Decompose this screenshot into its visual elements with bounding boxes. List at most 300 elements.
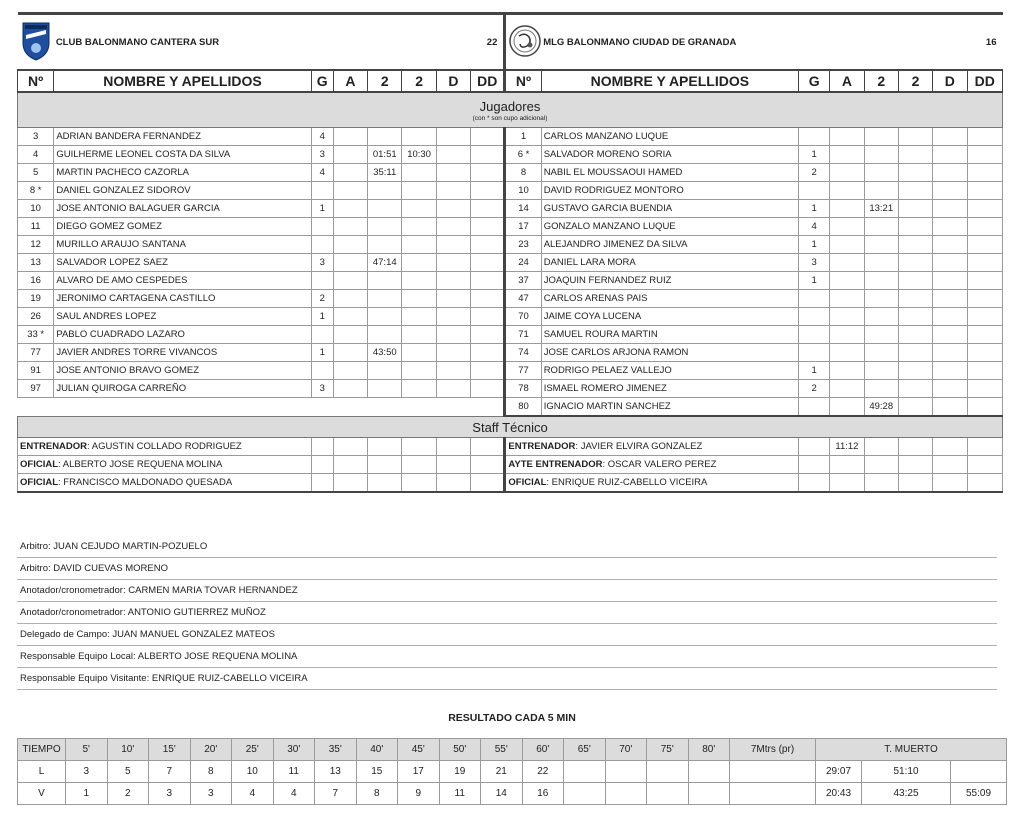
away-player-disq [933, 380, 967, 398]
home-staff-disq-report [471, 474, 505, 493]
away-player-disq-report [967, 326, 1002, 344]
results-header-row [18, 739, 1007, 761]
home-player-goals: 3 [311, 146, 333, 164]
col-suspension-1: 2 [864, 70, 898, 92]
local-score-cell [647, 761, 689, 783]
home-player-goals [311, 326, 333, 344]
away-staff-warning [830, 456, 864, 474]
home-player-disq-report [471, 380, 505, 398]
away-staff-member: AYTE ENTRENADOR: OSCAR VALERO PEREZ [505, 456, 799, 474]
home-player-number: 5 [18, 164, 54, 182]
home-player-suspension-2 [402, 164, 436, 182]
col-suspension-1: 2 [368, 70, 402, 92]
home-player-warning [333, 200, 367, 218]
away-player-name: GUSTAVO GARCIA BUENDIA [541, 200, 798, 218]
home-player-disq [436, 272, 470, 290]
home-player-suspension-1 [368, 200, 402, 218]
home-player-number: 26 [18, 308, 54, 326]
player-row [18, 182, 1003, 200]
home-staff-goals [311, 474, 333, 493]
visit-score-cell [605, 783, 647, 805]
away-player-suspension-2 [898, 308, 932, 326]
home-player-disq-report [471, 308, 505, 326]
home-staff-member: OFICIAL: ALBERTO JOSE REQUENA MOLINA [18, 456, 312, 474]
away-player-suspension-2 [898, 182, 932, 200]
away-player-warning [830, 146, 864, 164]
away-player-warning [830, 200, 864, 218]
home-staff-warning [333, 474, 367, 493]
away-player-warning [830, 164, 864, 182]
home-player-disq [436, 236, 470, 254]
home-player-warning [333, 380, 367, 398]
away-staff-disq-report [967, 456, 1002, 474]
visit-score-cell: 7 [315, 783, 357, 805]
visit-score-cell: 16 [522, 783, 564, 805]
staff-row [18, 474, 1003, 493]
home-player-suspension-1 [368, 308, 402, 326]
away-staff-role: ENTRENADOR [508, 441, 576, 452]
away-player-disq [933, 128, 967, 146]
away-player-name: IGNACIO MARTIN SANCHEZ [541, 398, 798, 417]
away-player-disq-report [967, 236, 1002, 254]
home-player-suspension-2 [402, 254, 436, 272]
away-player-disq-report [967, 128, 1002, 146]
away-player-goals: 1 [799, 272, 830, 290]
home-player-number: 11 [18, 218, 54, 236]
home-empty-cell [471, 398, 505, 417]
visit-score-cell [647, 783, 689, 805]
home-player-goals: 3 [311, 254, 333, 272]
col-disq: D [933, 70, 967, 92]
home-player-name: DANIEL GONZALEZ SIDOROV [54, 182, 311, 200]
away-staff-role: AYTE ENTRENADOR [508, 459, 603, 470]
home-player-number: 3 [18, 128, 54, 146]
away-player-disq-report [967, 362, 1002, 380]
away-player-name: JOSE CARLOS ARJONA RAMON [541, 344, 798, 362]
time-slot-label: 80' [688, 739, 730, 761]
player-row [18, 290, 1003, 308]
col-disq-report: DD [967, 70, 1002, 92]
visit-score-cell: 4 [273, 783, 315, 805]
home-player-suspension-1: 47:14 [368, 254, 402, 272]
column-header-row [18, 70, 1003, 92]
home-player-number: 8 * [18, 182, 54, 200]
home-player-goals [311, 182, 333, 200]
away-player-number: 6 * [505, 146, 541, 164]
home-player-suspension-2 [402, 200, 436, 218]
home-player-number: 97 [18, 380, 54, 398]
away-player-disq-report [967, 290, 1002, 308]
home-player-disq [436, 200, 470, 218]
away-player-goals: 4 [799, 218, 830, 236]
player-row [18, 218, 1003, 236]
home-player-name: PABLO CUADRADO LAZARO [54, 326, 311, 344]
player-row [18, 272, 1003, 290]
away-player-suspension-2 [898, 146, 932, 164]
home-staff-disq [436, 456, 470, 474]
home-crest-icon [20, 21, 52, 61]
visit-score-cell: 3 [149, 783, 191, 805]
home-player-suspension-1 [368, 182, 402, 200]
away-staff-role: OFICIAL [508, 477, 547, 488]
staff-row [18, 456, 1003, 474]
home-logo [18, 14, 54, 71]
away-player-warning [830, 308, 864, 326]
away-player-number: 1 [505, 128, 541, 146]
home-player-goals: 3 [311, 380, 333, 398]
away-player-name: GONZALO MANZANO LUQUE [541, 218, 798, 236]
home-player-disq [436, 362, 470, 380]
away-player-number: 23 [505, 236, 541, 254]
time-slot-label: 30' [273, 739, 315, 761]
visit-timeout-cell: 20:43 [816, 783, 862, 805]
home-player-disq-report [471, 164, 505, 182]
home-player-goals: 1 [311, 344, 333, 362]
away-player-suspension-2 [898, 362, 932, 380]
away-player-disq-report [967, 398, 1002, 417]
away-player-goals [799, 290, 830, 308]
away-player-suspension-1 [864, 326, 898, 344]
col-num: Nº [505, 70, 541, 92]
player-row [18, 380, 1003, 398]
home-player-name: SAUL ANDRES LOPEZ [54, 308, 311, 326]
visit-score-cell: 1 [66, 783, 108, 805]
away-player-suspension-1: 49:28 [864, 398, 898, 417]
away-player-name: CARLOS MANZANO LUQUE [541, 128, 798, 146]
home-player-number: 19 [18, 290, 54, 308]
local-score-cell [688, 761, 730, 783]
local-timeout-cell: 51:10 [862, 761, 951, 783]
away-player-number: 70 [505, 308, 541, 326]
home-player-goals [311, 236, 333, 254]
timeout-label: T. MUERTO [816, 739, 1007, 761]
match-sheet [17, 12, 1003, 493]
home-staff-member: ENTRENADOR: AGUSTIN COLLADO RODRIGUEZ [18, 438, 312, 456]
away-player-goals [799, 308, 830, 326]
home-player-warning [333, 272, 367, 290]
away-player-disq [933, 362, 967, 380]
visit-sevenm-cell [730, 783, 816, 805]
home-player-disq-report [471, 218, 505, 236]
away-staff-disq-report [967, 438, 1002, 456]
away-player-suspension-2 [898, 128, 932, 146]
away-player-disq [933, 398, 967, 417]
home-staff-goals [311, 456, 333, 474]
home-player-disq-report [471, 128, 505, 146]
local-score-cell: 11 [273, 761, 315, 783]
time-slot-label: 60' [522, 739, 564, 761]
local-score-cell: 10 [232, 761, 274, 783]
official-line: Responsable Equipo Local: ALBERTO JOSE REQUENA MOLINA [17, 646, 997, 668]
away-player-suspension-1 [864, 182, 898, 200]
away-player-suspension-1 [864, 290, 898, 308]
home-player-disq [436, 164, 470, 182]
home-player-suspension-1 [368, 362, 402, 380]
away-player-number: 14 [505, 200, 541, 218]
time-slot-label: 20' [190, 739, 232, 761]
tiempo-label: TIEMPO [18, 739, 66, 761]
col-name: NOMBRE Y APELLIDOS [54, 70, 311, 92]
away-player-warning [830, 272, 864, 290]
away-player-number: 71 [505, 326, 541, 344]
sevenm-label: 7Mtrs (pr) [730, 739, 816, 761]
away-player-warning [830, 362, 864, 380]
home-player-disq [436, 218, 470, 236]
col-num: Nº [18, 70, 54, 92]
col-goals: G [799, 70, 830, 92]
away-player-warning [830, 344, 864, 362]
home-player-suspension-2 [402, 290, 436, 308]
away-player-suspension-1 [864, 362, 898, 380]
home-player-disq [436, 344, 470, 362]
home-player-suspension-2 [402, 182, 436, 200]
home-player-number: 13 [18, 254, 54, 272]
home-player-warning [333, 290, 367, 308]
away-player-disq [933, 182, 967, 200]
away-player-number: 24 [505, 254, 541, 272]
home-player-name: MARTIN PACHECO CAZORLA [54, 164, 311, 182]
away-staff-disq [933, 474, 967, 493]
away-player-disq [933, 254, 967, 272]
away-player-suspension-2 [898, 272, 932, 290]
local-timeout-cell: 29:07 [816, 761, 862, 783]
away-staff-suspension-2 [898, 438, 932, 456]
away-player-suspension-2 [898, 236, 932, 254]
time-slot-label: 25' [232, 739, 274, 761]
player-row [18, 146, 1003, 164]
home-player-suspension-2 [402, 326, 436, 344]
player-row [18, 200, 1003, 218]
home-player-goals: 1 [311, 200, 333, 218]
home-empty-cell [402, 398, 436, 417]
player-row [18, 344, 1003, 362]
home-player-warning [333, 182, 367, 200]
away-player-disq-report [967, 380, 1002, 398]
time-slot-label: 75' [647, 739, 689, 761]
away-player-suspension-2 [898, 164, 932, 182]
away-player-goals: 1 [799, 200, 830, 218]
away-player-suspension-2 [898, 326, 932, 344]
home-staff-role: ENTRENADOR [20, 441, 88, 452]
away-player-disq [933, 344, 967, 362]
away-player-suspension-2 [898, 290, 932, 308]
away-player-disq [933, 326, 967, 344]
away-staff-disq [933, 438, 967, 456]
home-player-suspension-2 [402, 344, 436, 362]
home-player-suspension-2 [402, 236, 436, 254]
home-staff-suspension-2 [402, 456, 436, 474]
home-empty-cell [18, 398, 54, 417]
home-player-warning [333, 218, 367, 236]
away-player-disq [933, 164, 967, 182]
home-player-warning [333, 344, 367, 362]
home-player-number: 33 * [18, 326, 54, 344]
col-warning: A [830, 70, 864, 92]
player-row [18, 326, 1003, 344]
home-player-disq-report [471, 344, 505, 362]
time-slot-label: 5' [66, 739, 108, 761]
away-player-name: ISMAEL ROMERO JIMENEZ [541, 380, 798, 398]
away-player-warning [830, 218, 864, 236]
home-player-number: 16 [18, 272, 54, 290]
home-player-suspension-1 [368, 128, 402, 146]
team-header-row [18, 14, 1003, 71]
home-player-suspension-2 [402, 308, 436, 326]
visit-score-cell [564, 783, 606, 805]
home-staff-name: ALBERTO JOSE REQUENA MOLINA [62, 459, 223, 470]
away-team-score: 16 [933, 14, 1003, 71]
home-staff-disq [436, 438, 470, 456]
home-player-name: JERONIMO CARTAGENA CASTILLO [54, 290, 311, 308]
home-staff-suspension-2 [402, 438, 436, 456]
home-staff-suspension-1 [368, 438, 402, 456]
home-player-name: ADRIAN BANDERA FERNANDEZ [54, 128, 311, 146]
away-player-goals: 2 [799, 380, 830, 398]
local-score-cell: 17 [398, 761, 440, 783]
home-player-name: JAVIER ANDRES TORRE VIVANCOS [54, 344, 311, 362]
player-row [18, 164, 1003, 182]
home-empty-cell [436, 398, 470, 417]
col-name: NOMBRE Y APELLIDOS [541, 70, 798, 92]
home-staff-member: OFICIAL: FRANCISCO MALDONADO QUESADA [18, 474, 312, 493]
away-player-suspension-2 [898, 218, 932, 236]
time-slot-label: 10' [107, 739, 149, 761]
home-player-disq [436, 254, 470, 272]
home-player-suspension-2 [402, 128, 436, 146]
home-player-disq [436, 308, 470, 326]
col-suspension-2: 2 [402, 70, 436, 92]
away-player-disq-report [967, 182, 1002, 200]
away-player-name: JOAQUIN FERNANDEZ RUIZ [541, 272, 798, 290]
home-player-disq-report [471, 146, 505, 164]
away-player-disq-report [967, 164, 1002, 182]
away-player-number: 77 [505, 362, 541, 380]
home-player-warning [333, 308, 367, 326]
away-staff-warning [830, 474, 864, 493]
home-staff-disq-report [471, 456, 505, 474]
time-slot-label: 45' [398, 739, 440, 761]
home-player-name: JOSE ANTONIO BALAGUER GARCIA [54, 200, 311, 218]
results-table [17, 738, 1007, 805]
home-player-suspension-2 [402, 272, 436, 290]
local-score-cell [564, 761, 606, 783]
home-empty-cell [54, 398, 311, 417]
away-player-suspension-1 [864, 128, 898, 146]
away-player-name: DANIEL LARA MORA [541, 254, 798, 272]
visit-score-cell: 3 [190, 783, 232, 805]
away-player-number: 47 [505, 290, 541, 308]
home-staff-name: FRANCISCO MALDONADO QUESADA [63, 477, 233, 488]
home-staff-suspension-1 [368, 474, 402, 493]
players-section-title: Jugadores [479, 98, 541, 114]
time-slot-label: 55' [481, 739, 523, 761]
home-player-suspension-2 [402, 362, 436, 380]
away-player-disq-report [967, 146, 1002, 164]
home-staff-suspension-2 [402, 474, 436, 493]
player-row [18, 236, 1003, 254]
away-player-warning [830, 290, 864, 308]
away-player-warning [830, 398, 864, 417]
away-player-suspension-1 [864, 272, 898, 290]
home-player-warning [333, 362, 367, 380]
local-score-cell: 21 [481, 761, 523, 783]
home-team-name: CLUB BALONMANO CANTERA SUR [54, 14, 436, 71]
official-line: Anotador/cronometrador: CARMEN MARIA TOVAR HERNANDEZ [17, 580, 997, 602]
away-staff-name: JAVIER ELVIRA GONZALEZ [580, 441, 703, 452]
local-sevenm-cell [730, 761, 816, 783]
home-player-name: ALVARO DE AMO CESPEDES [54, 272, 311, 290]
away-player-goals [799, 182, 830, 200]
away-team-name: MLG BALONMANO CIUDAD DE GRANADA [541, 14, 933, 71]
officials-list [17, 536, 997, 690]
home-player-goals [311, 218, 333, 236]
away-staff-suspension-2 [898, 456, 932, 474]
home-player-suspension-2 [402, 218, 436, 236]
away-player-suspension-1 [864, 218, 898, 236]
home-player-warning [333, 146, 367, 164]
away-staff-disq-report [967, 474, 1002, 493]
away-player-name: DAVID RODRIGUEZ MONTORO [541, 182, 798, 200]
home-player-suspension-1: 01:51 [368, 146, 402, 164]
away-player-name: SALVADOR MORENO SORIA [541, 146, 798, 164]
home-player-disq-report [471, 254, 505, 272]
away-staff-suspension-1 [864, 474, 898, 493]
away-player-disq [933, 308, 967, 326]
away-player-goals: 1 [799, 146, 830, 164]
visit-timeout-cell: 43:25 [862, 783, 951, 805]
home-player-number: 10 [18, 200, 54, 218]
local-score-row [18, 761, 1007, 783]
visit-row-label: V [18, 783, 66, 805]
visit-score-cell: 11 [439, 783, 481, 805]
away-player-suspension-1 [864, 308, 898, 326]
home-player-number: 12 [18, 236, 54, 254]
official-line: Delegado de Campo: JUAN MANUEL GONZALEZ MATEOS [17, 624, 997, 646]
away-player-suspension-1: 13:21 [864, 200, 898, 218]
away-player-name: ALEJANDRO JIMENEZ DA SILVA [541, 236, 798, 254]
away-player-suspension-2 [898, 344, 932, 362]
away-player-goals: 3 [799, 254, 830, 272]
local-score-cell: 3 [66, 761, 108, 783]
home-player-disq-report [471, 236, 505, 254]
visit-timeout-cell: 55:09 [951, 783, 1007, 805]
away-player-goals [799, 128, 830, 146]
local-score-cell: 13 [315, 761, 357, 783]
away-staff-goals [799, 438, 830, 456]
home-staff-disq-report [471, 438, 505, 456]
away-player-suspension-2 [898, 200, 932, 218]
home-player-goals [311, 362, 333, 380]
home-player-disq [436, 128, 470, 146]
home-player-disq [436, 380, 470, 398]
away-player-name: CARLOS ARENAS PAIS [541, 290, 798, 308]
visit-score-row [18, 783, 1007, 805]
home-empty-cell [368, 398, 402, 417]
home-player-name: MURILLO ARAUJO SANTANA [54, 236, 311, 254]
home-player-number: 4 [18, 146, 54, 164]
away-player-goals [799, 398, 830, 417]
local-score-cell [605, 761, 647, 783]
away-player-goals [799, 326, 830, 344]
visit-score-cell: 9 [398, 783, 440, 805]
away-player-name: RODRIGO PELAEZ VALLEJO [541, 362, 798, 380]
away-logo [505, 14, 541, 71]
home-player-disq-report [471, 326, 505, 344]
home-empty-cell [311, 398, 333, 417]
away-player-warning [830, 326, 864, 344]
official-line: Arbitro: DAVID CUEVAS MORENO [17, 558, 997, 580]
home-player-disq-report [471, 200, 505, 218]
